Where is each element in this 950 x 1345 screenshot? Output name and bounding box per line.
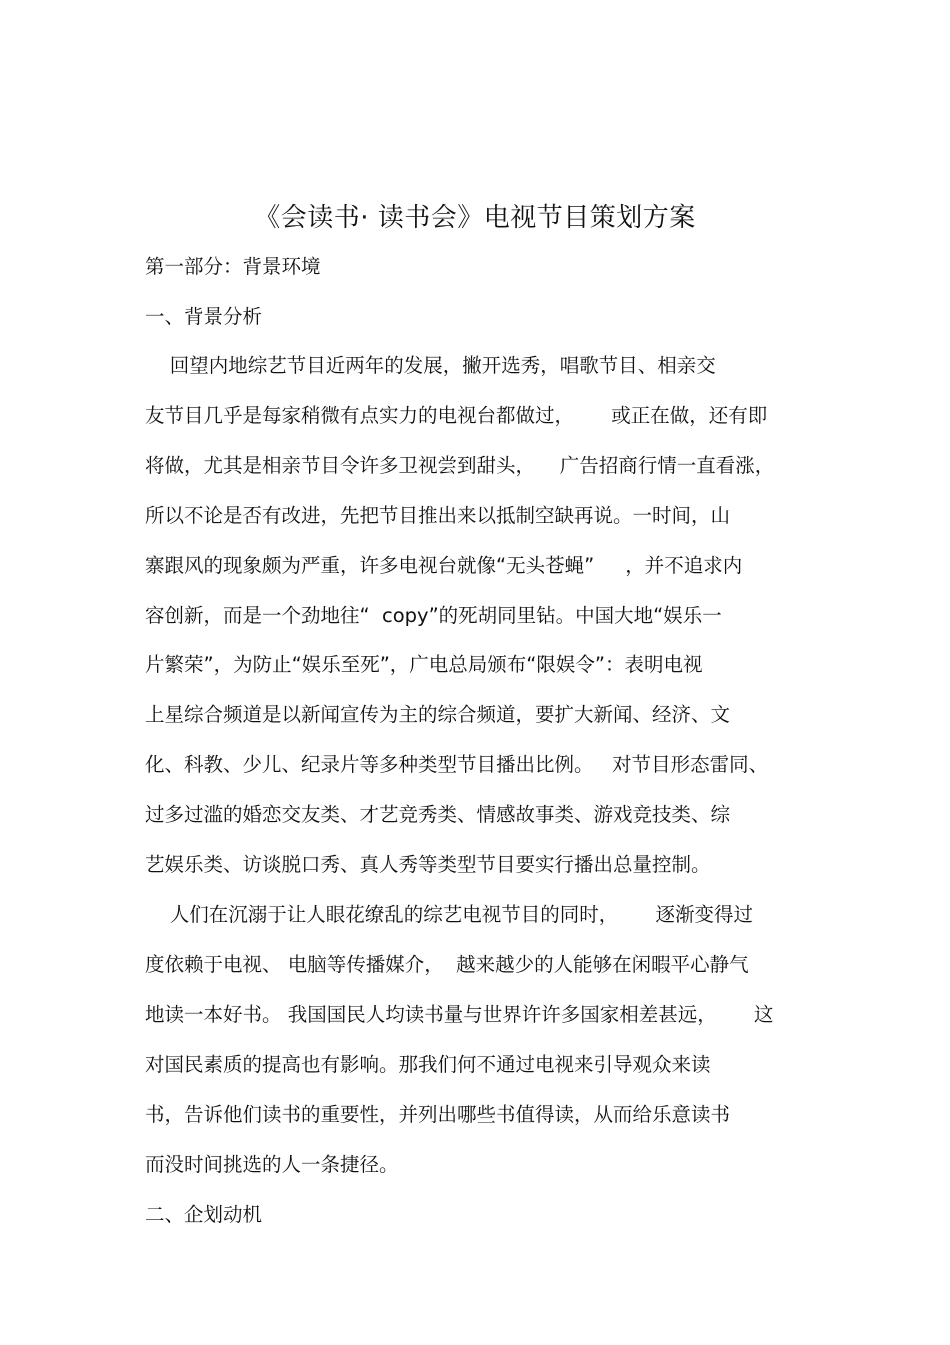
subsection-heading-planning-motive: 二、企划动机 [145, 1203, 263, 1226]
paragraph-line: 人们在沉溺于让人眼花缭乱的综艺电视节目的同时， 逐渐变得过 [145, 903, 753, 926]
paragraph-line: 回望内地综艺节目近两年的发展，撇开选秀，唱歌节目、相亲交 [145, 354, 716, 377]
document-title: 《会读书· 读书会》电视节目策划方案 [254, 203, 696, 233]
paragraph-line: 上星综合频道是以新闻宣传为主的综合频道，要扩大新闻、经济、文 [145, 703, 731, 726]
paragraph-line: 片繁荣”，为防止“娱乐至死”，广电总局颁布“限娱令”：表明电视 [145, 653, 703, 676]
paragraph-line: 友节目几乎是每家稍微有点实力的电视台都做过， 或正在做，还有即 [145, 404, 768, 427]
subsection-heading-background-analysis: 一、背景分析 [145, 305, 263, 328]
paragraph-line: 度依赖于电视、 电脑等传播媒介， 越来越少的人能够在闲暇平心静气 [145, 953, 749, 976]
section-heading-part-one: 第一部分：背景环境 [145, 255, 321, 278]
paragraph-line: 而没时间挑选的人一条捷径。 [145, 1153, 399, 1176]
paragraph-line: 容创新，而是一个劲地往“ copy”的死胡同里钻。中国大地“娱乐一 [145, 604, 722, 627]
paragraph-line: 过多过滥的婚恋交友类、才艺竞秀类、情感故事类、游戏竞技类、综 [145, 803, 731, 826]
paragraph-line: 地读一本好书。 我国国民人均读书量与世界许许多国家相差甚远， 这 [145, 1003, 774, 1026]
paragraph-line: 所以不论是否有改进，先把节目推出来以抵制空缺再说。一时间，山 [145, 504, 731, 527]
paragraph-line: 艺娱乐类、访谈脱口秀、真人秀等类型节目要实行播出总量控制。 [145, 853, 711, 876]
paragraph-line: 将做，尤其是相亲节目令许多卫视尝到甜头， 广告招商行情一直看涨， [145, 454, 775, 477]
paragraph-line: 化、科教、少儿、纪录片等多种类型节目播出比例。 对节目形态雷同、 [145, 753, 769, 776]
paragraph-line: 书，告诉他们读书的重要性，并列出哪些书值得读，从而给乐意读书 [145, 1103, 731, 1126]
paragraph-line: 寨跟风的现象颇为严重，许多电视台就像“无头苍蝇” ，并不追求内 [145, 554, 743, 577]
paragraph-line: 对国民素质的提高也有影响。那我们何不通过电视来引导观众来读 [145, 1053, 711, 1076]
